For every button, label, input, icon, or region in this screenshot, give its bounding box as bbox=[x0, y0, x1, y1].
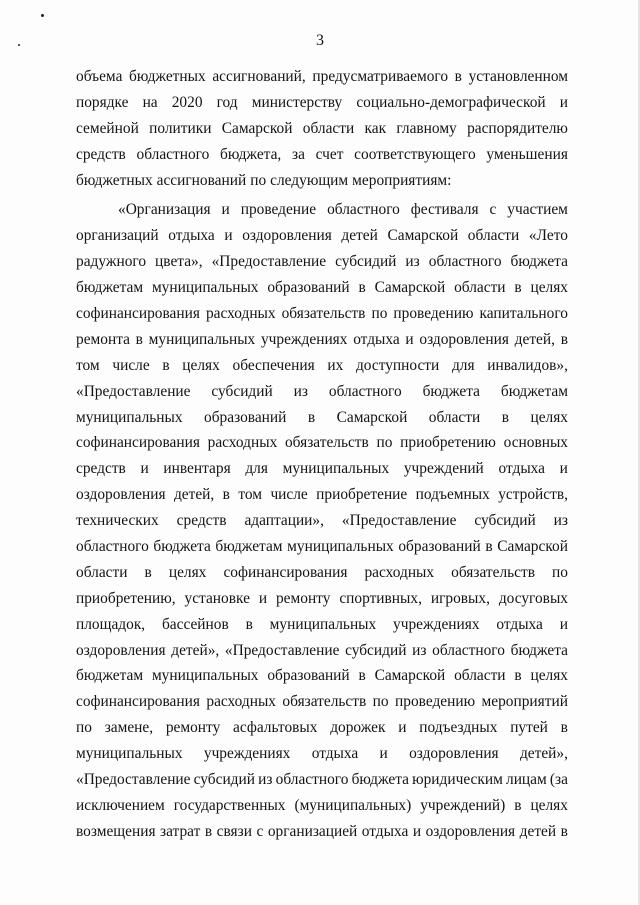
text-line: оздоровления детей, в том числе приобретение подъемных устройств, bbox=[76, 486, 568, 504]
text-line: софинансирования расходных обязательств по приобретению основных bbox=[76, 434, 568, 452]
page-number: 3 bbox=[316, 32, 324, 49]
text-line: средств областного бюджета, за счет соответствующего уменьшения bbox=[76, 145, 568, 163]
body-text bbox=[76, 64, 568, 845]
text-line: средств и инвентаря для муниципальных учреждений отдыха и bbox=[76, 460, 568, 478]
text-line: том числе в целях обеспечения их доступности для инвалидов», bbox=[76, 356, 568, 374]
scan-speck bbox=[41, 14, 44, 17]
text-line: приобретению, установке и ремонту спортивных, игровых, досуговых bbox=[76, 589, 568, 607]
text-line: возмещения затрат в связи с организацией отдыха и оздоровления детей в bbox=[76, 822, 568, 840]
text-line: семейной политики Самарской области как главному распорядителю bbox=[76, 119, 568, 137]
paragraph bbox=[76, 64, 568, 193]
text-line: радужного цвета», «Предоставление субсидий из областного бюджета bbox=[76, 253, 568, 271]
text-line: софинансирования расходных обязательств по проведению капитального bbox=[76, 305, 568, 323]
paragraph bbox=[76, 197, 568, 844]
text-line: бюджетных ассигнований по следующим мероприятиям: bbox=[76, 171, 452, 189]
text-line: области в целях софинансирования расходных обязательств по bbox=[76, 563, 568, 581]
text-line: бюджетам муниципальных образований в Самарской области в целях bbox=[76, 667, 568, 685]
text-line: порядке на 2020 год министерству социально-демографической и bbox=[76, 93, 568, 111]
text-line: ремонта в муниципальных учреждениях отдыха и оздоровления детей, в bbox=[76, 330, 568, 348]
text-line: бюджетам муниципальных образований в Самарской области в целях bbox=[76, 279, 568, 297]
text-line: по замене, ремонту асфальтовых дорожек и подъездных путей в bbox=[76, 719, 568, 737]
text-line: оздоровления детей», «Предоставление субсидий из областного бюджета bbox=[76, 641, 568, 659]
text-line: муниципальных образований в Самарской области в целях bbox=[76, 408, 568, 426]
text-line: «Предоставление субсидий из областного бюджета бюджетам bbox=[76, 382, 568, 400]
text-line: объема бюджетных ассигнований, предусматриваемого в установленном bbox=[76, 68, 568, 85]
text-line: «Организация и проведение областного фестиваля с участием bbox=[118, 201, 568, 219]
text-line: исключением государственных (муниципальных) учреждений) в целях bbox=[76, 796, 568, 814]
text-line: организаций отдыха и оздоровления детей Самарской области «Лето bbox=[76, 227, 568, 245]
text-line: технических средств адаптации», «Предоставление субсидий из bbox=[76, 512, 568, 530]
text-line: областного бюджета бюджетам муниципальных образований в Самарской bbox=[76, 538, 568, 556]
text-line: муниципальных учреждениях отдыха и оздоровления детей», bbox=[76, 745, 568, 763]
text-line: «Предоставление субсидий из областного бюджета юридическим лицам (за bbox=[76, 771, 568, 789]
text-line: площадок, бассейнов в муниципальных учреждениях отдыха и bbox=[76, 615, 568, 633]
text-line: софинансирования расходных обязательств по проведению мероприятий bbox=[76, 693, 568, 711]
